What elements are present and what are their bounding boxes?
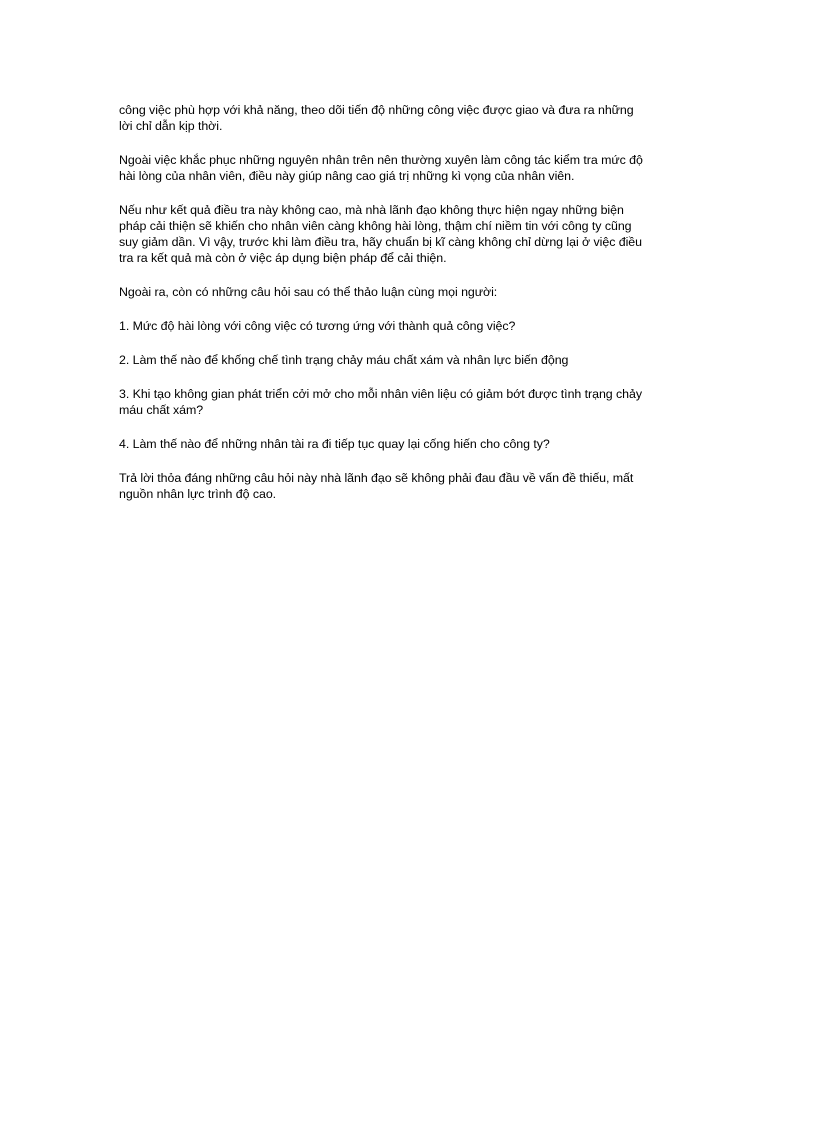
text-line: Ngoài ra, còn có những câu hỏi sau có thể thảo luận cùng mọi người: xyxy=(119,285,498,299)
text-line: 2. Làm thế nào để khống chế tình trạng chảy máu chất xám và nhân lực biến động xyxy=(119,353,569,367)
text-line: Nếu như kết quả điều tra này không cao, mà nhà lãnh đạo không thực hiện ngay những biện xyxy=(119,203,624,217)
paragraph-4 xyxy=(119,284,699,300)
text-line: 4. Làm thế nào để những nhân tài ra đi tiếp tục quay lại cống hiến cho công ty? xyxy=(119,437,550,451)
text-line: nguồn nhân lực trình độ cao. xyxy=(119,487,277,501)
paragraph-1 xyxy=(119,102,699,134)
text-line: tra ra kết quả mà còn ở việc áp dụng biện pháp để cải thiện. xyxy=(119,251,447,265)
paragraph-2 xyxy=(119,152,699,184)
text-line: hài lòng của nhân viên, điều này giúp nâng cao giá trị những kì vọng của nhân viên. xyxy=(119,169,575,183)
question-1 xyxy=(119,318,699,334)
text-line: Trả lời thỏa đáng những câu hỏi này nhà lãnh đạo sẽ không phải đau đầu về vấn đề thiếu, mất xyxy=(119,471,634,485)
paragraph-3 xyxy=(119,202,699,266)
text-line: máu chất xám? xyxy=(119,403,204,417)
document-page xyxy=(119,102,699,520)
question-3 xyxy=(119,386,699,418)
question-2 xyxy=(119,352,699,368)
text-line: suy giảm dần. Vì vậy, trước khi làm điều tra, hãy chuẩn bị kĩ càng không chỉ dừng lại ở việc điều xyxy=(119,235,642,249)
text-line: lời chỉ dẫn kịp thời. xyxy=(119,119,223,133)
text-line: Ngoài việc khắc phục những nguyên nhân trên nên thường xuyên làm công tác kiểm tra mức độ xyxy=(119,153,643,167)
text-line: 1. Mức độ hài lòng với công việc có tương ứng với thành quả công việc? xyxy=(119,319,516,333)
text-line: công việc phù hợp với khả năng, theo dõi tiến độ những công việc được giao và đưa ra những xyxy=(119,103,634,117)
text-line: pháp cải thiện sẽ khiến cho nhân viên càng không hài lòng, thậm chí niềm tin với công ty cũng xyxy=(119,219,632,233)
question-4 xyxy=(119,436,699,452)
paragraph-conclusion xyxy=(119,470,699,502)
text-line: 3. Khi tạo không gian phát triển cởi mở cho mỗi nhân viên liệu có giảm bớt được tình trạng chảy xyxy=(119,387,643,401)
